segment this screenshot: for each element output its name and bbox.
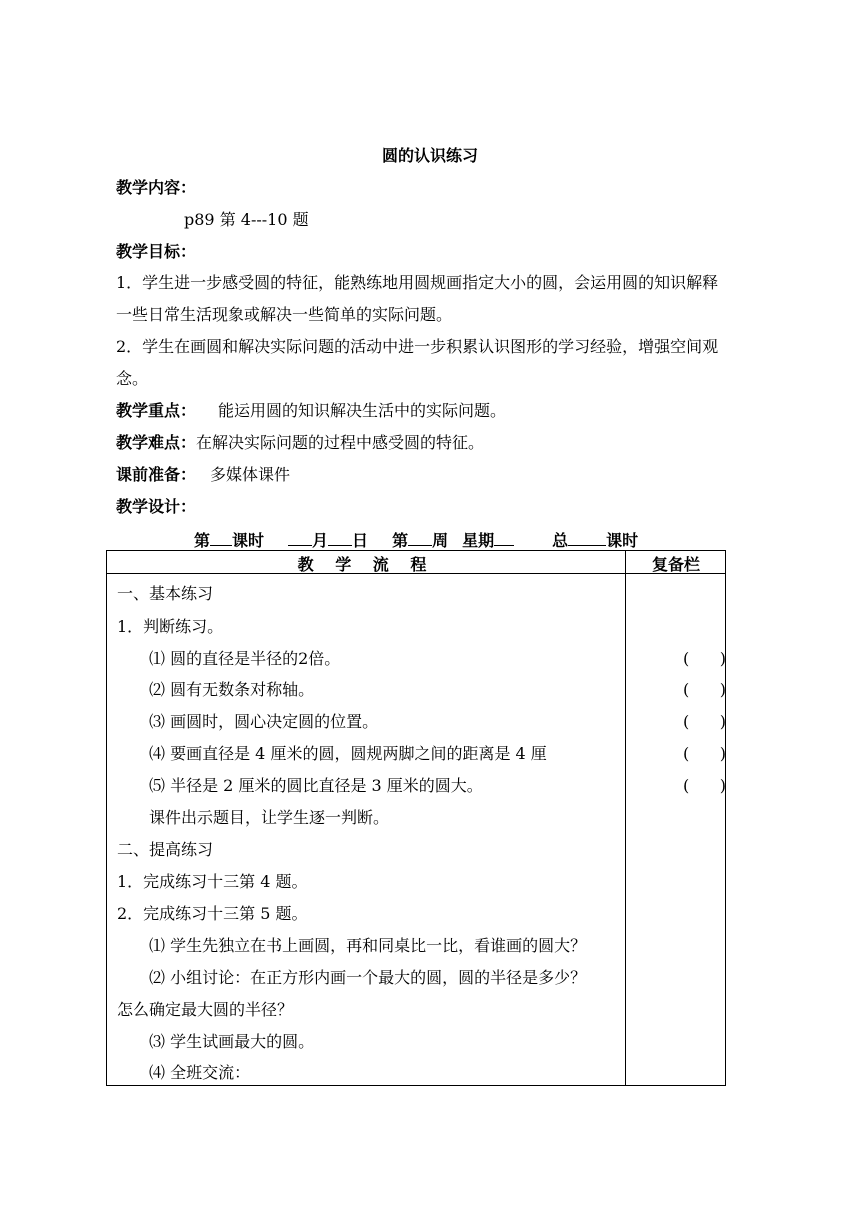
schedule-text: 课时 [232, 531, 265, 550]
prep-label: 课前准备： [116, 465, 197, 484]
list-item: ⑶ 学生试画最大的圆。 [149, 1032, 315, 1051]
difficulty-row [116, 433, 484, 453]
judge-item: ⑷ 要画直径是 4 厘米的圆，圆规两脚之间的距离是 4 厘 [149, 744, 547, 763]
answer-paren: ( ) [683, 649, 726, 668]
schedule-text: 月 [312, 531, 329, 550]
difficulty-label: 教学难点： [116, 433, 197, 452]
focus-label: 教学重点： [116, 401, 197, 420]
goals-line: 2．学生在画圆和解决实际问题的活动中进一步积累认识图形的学习经验，增强空间观 [116, 337, 719, 356]
blank [494, 528, 514, 546]
schedule-text: 日 [352, 531, 369, 550]
judge-item: ⑴ 圆的直径是半径的2倍。 [149, 649, 341, 668]
table-divider [625, 551, 626, 1085]
answer-paren: ( ) [683, 744, 726, 763]
answer-paren: ( ) [683, 712, 726, 731]
judge-item: ⑶ 画圆时，圆心决定圆的位置。 [149, 712, 379, 731]
schedule-text: 第 [392, 531, 409, 550]
list-item: 怎么确定最大圆的半径？ [117, 1000, 294, 1019]
section-title: 二、提高练习 [117, 840, 214, 859]
focus-text: 能运用圆的知识解决生活中的实际问题。 [218, 401, 507, 420]
goals-line: 一些日常生活现象或解决一些简单的实际问题。 [116, 305, 453, 324]
blank [288, 528, 312, 546]
schedule-text: 课时 [606, 531, 639, 550]
schedule-text: 第 [194, 531, 211, 550]
list-item: 1．完成练习十三第 4 题。 [117, 872, 308, 891]
list-item: ⑵ 小组讨论：在正方形内画一个最大的圆，圆的半径是多少？ [149, 968, 587, 987]
section-title: 一、基本练习 [117, 584, 214, 603]
prep-row [116, 465, 290, 485]
goals-label: 教学目标： [116, 242, 197, 261]
list-item: ⑷ 全班交流： [149, 1063, 251, 1082]
answer-paren: ( ) [683, 680, 726, 699]
blank [408, 528, 432, 546]
blank [328, 528, 352, 546]
answer-paren: ( ) [683, 776, 726, 795]
judge-item: ⑸ 半径是 2 厘米的圆比直径是 3 厘米的圆大。 [149, 776, 483, 795]
page-title: 圆的认识练习 [381, 146, 478, 165]
schedule-text: 总 [552, 531, 569, 550]
blank [568, 528, 606, 546]
goals-line: 1．学生进一步感受圆的特征，能熟练地用圆规画指定大小的圆，会运用圆的知识解释 [116, 273, 719, 292]
note: 课件出示题目，让学生逐一判断。 [149, 808, 390, 827]
content-text: p89 第 4---10 题 [184, 210, 309, 229]
list-item: 1．判断练习。 [117, 617, 224, 636]
design-label: 教学设计： [116, 497, 197, 516]
list-item: 2．完成练习十三第 5 题。 [117, 904, 308, 923]
schedule-text: 周 [432, 531, 449, 550]
schedule-text: 星期 [462, 531, 495, 550]
judge-item: ⑵ 圆有无数条对称轴。 [149, 680, 315, 699]
blank [210, 528, 232, 546]
list-item: ⑴ 学生先独立在书上画圆，再和同桌比一比，看谁画的圆大？ [149, 936, 587, 955]
focus-row [116, 401, 506, 421]
lesson-table [106, 550, 726, 1086]
header-flow: 教 学 流 程 [297, 555, 435, 574]
header-side: 复备栏 [651, 555, 700, 574]
schedule-line [194, 528, 638, 551]
difficulty-text: 在解决实际问题的过程中感受圆的特征。 [196, 433, 485, 452]
goals-line: 念。 [116, 369, 149, 388]
prep-text: 多媒体课件 [210, 465, 291, 484]
content-label: 教学内容： [116, 178, 197, 197]
